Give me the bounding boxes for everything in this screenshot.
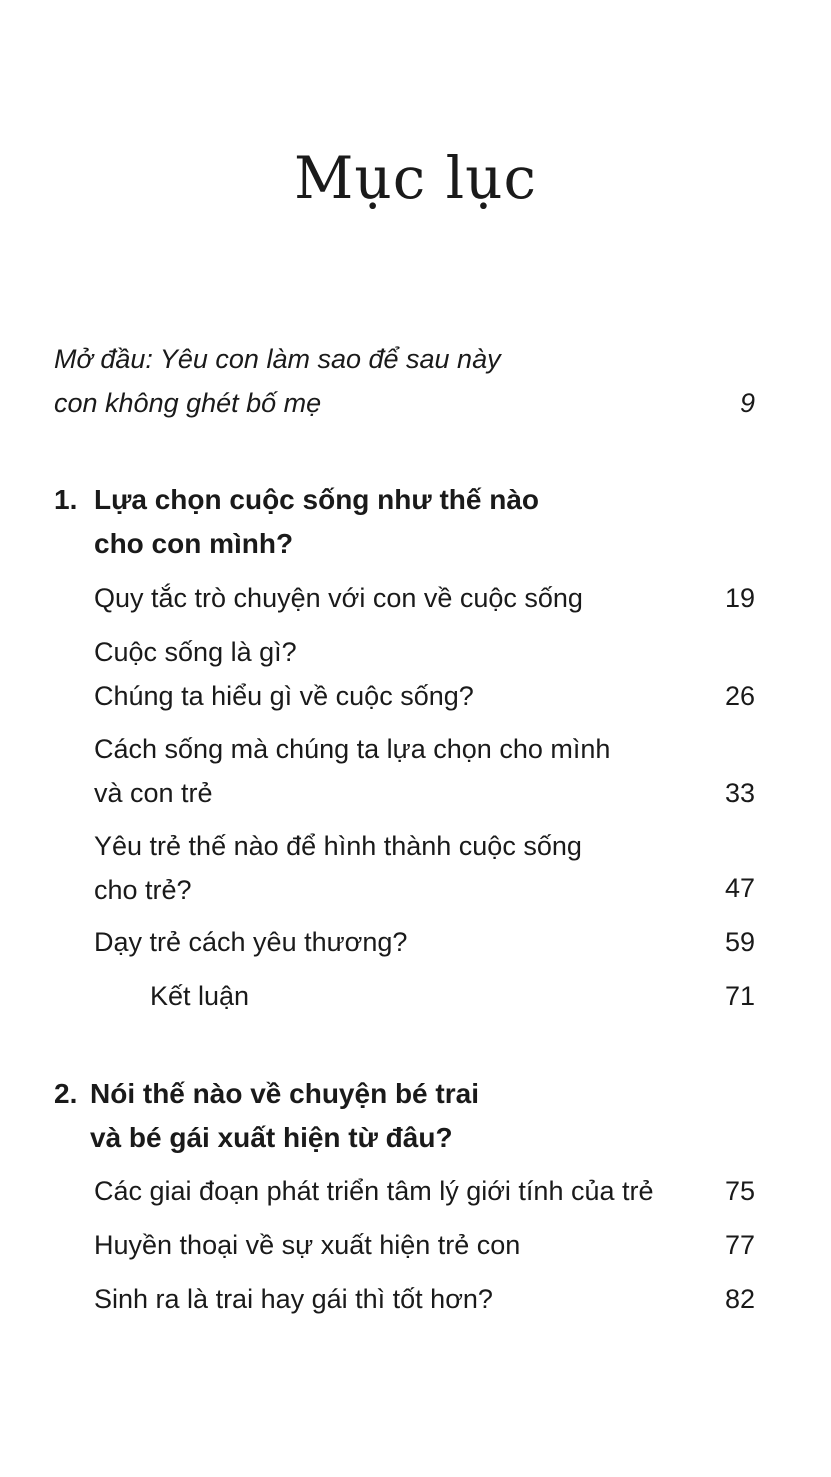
toc-entry-intro[interactable] [54,337,501,425]
toc-page-number: 33 [724,778,755,808]
toc-page-number: 59 [724,927,755,957]
toc-page-number: 26 [724,681,755,711]
toc-page-number: 82 [724,1284,755,1314]
toc-entry-line: Sinh ra là trai hay gái thì tốt hơn? [94,1284,493,1314]
toc-page-number: 77 [724,1230,755,1260]
toc-entry-line: Huyền thoại về sự xuất hiện trẻ con [94,1230,521,1260]
toc-entry-line: Dạy trẻ cách yêu thương? [94,927,408,957]
chapter-title-line: Nói thế nào về chuyện bé trai [90,1078,479,1109]
toc-entry-line: Yêu trẻ thế nào để hình thành cuộc sống [94,831,582,861]
toc-page-number: 71 [724,981,755,1011]
toc-entry-line: Các giai đoạn phát triển tâm lý giới tính của trẻ [94,1176,654,1206]
toc-page-number: 9 [739,388,755,418]
toc-entry[interactable] [150,974,249,1018]
toc-entry[interactable] [94,727,610,815]
toc-entry[interactable] [94,630,474,718]
toc-entry-line: Mở đầu: Yêu con làm sao để sau này [54,344,501,374]
chapter-title-line: và bé gái xuất hiện từ đâu? [90,1122,453,1153]
chapter-number: 2. [54,1078,78,1109]
toc-entry[interactable] [94,824,582,912]
toc-entry-line: Chúng ta hiểu gì về cuộc sống? [94,681,474,711]
toc-entry[interactable] [94,920,407,964]
chapter-1-heading[interactable] [54,478,539,566]
toc-page-number: 75 [724,1176,755,1206]
toc-entry[interactable] [94,1223,520,1267]
chapter-title-line: cho con mình? [94,528,294,559]
toc-entry-line: Quy tắc trò chuyện với con về cuộc sống [94,583,583,613]
page-title: Mục lục [293,144,538,212]
toc-entry-line: cho trẻ? [94,875,192,905]
toc-entry-line: Cách sống mà chúng ta lựa chọn cho mình [94,734,611,764]
toc-entry[interactable] [94,576,583,620]
toc-page-number: 47 [724,873,755,903]
toc-entry[interactable] [94,1277,493,1321]
toc-entry[interactable] [94,1169,654,1213]
chapter-number: 1. [54,484,78,515]
toc-entry-line: Cuộc sống là gì? [94,637,297,667]
toc-entry-line: và con trẻ [94,778,213,808]
toc-entry-line: Kết luận [150,981,250,1011]
chapter-title-line: Lựa chọn cuộc sống như thế nào [94,484,540,515]
chapter-2-heading[interactable] [54,1072,479,1160]
toc-entry-line: con không ghét bố mẹ [54,388,322,418]
toc-page-number: 19 [724,583,755,613]
